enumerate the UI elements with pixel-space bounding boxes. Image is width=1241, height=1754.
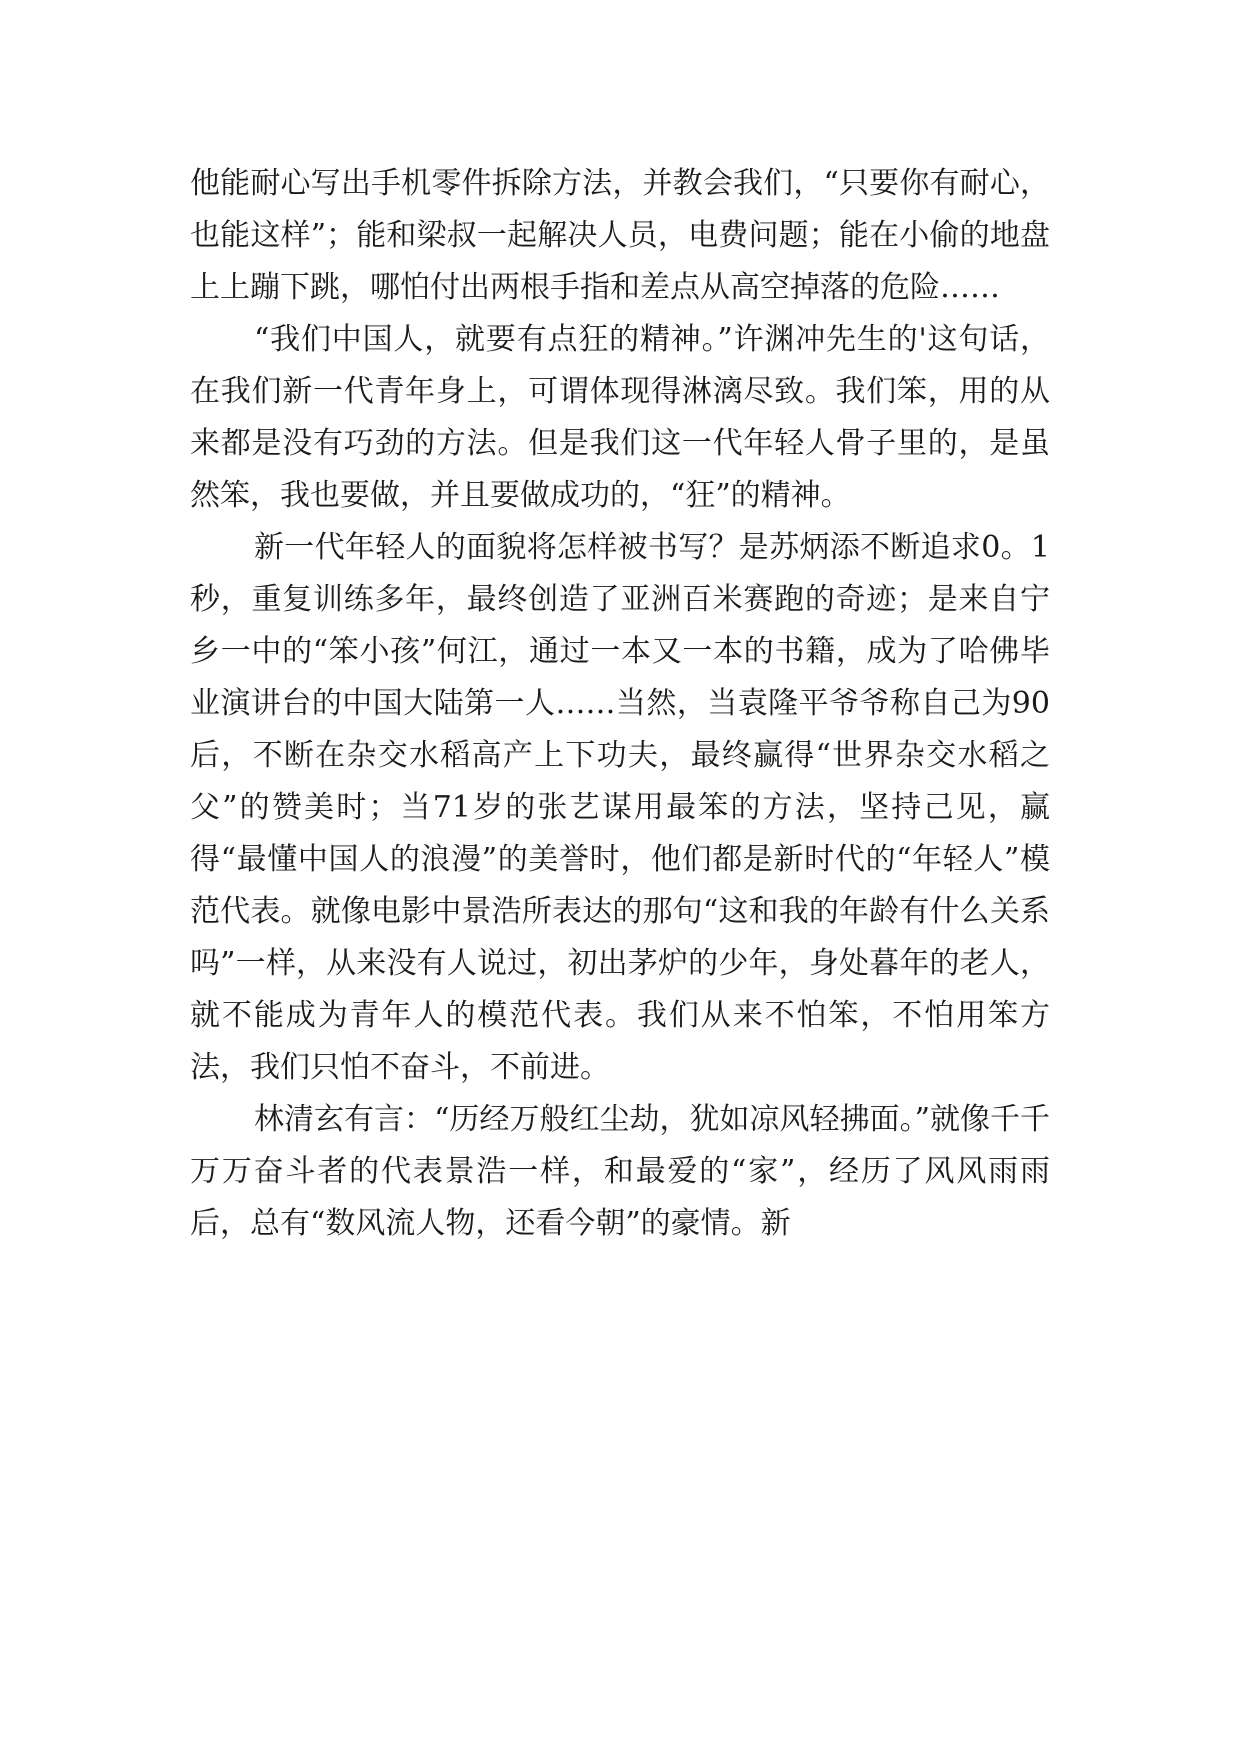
paragraph-1: 他能耐心写出手机零件拆除方法，并教会我们，“只要你有耐心，也能这样”；能和梁叔一起解决人员，电费问题；能在小偷的地盘上上蹦下跳，哪怕付出两根手指和差点从高空掉落的危险……	[190, 166, 1050, 305]
paragraph-2: “我们中国人，就要有点狂的精神。”许渊冲先生的'这句话，在我们新一代青年身上，可谓体现得淋漓尽致。我们笨，用的从来都是没有巧劲的方法。但是我们这一代年轻人骨子里的，是虽然笨，我也要做，并且要做成功的，“狂”的精神。	[190, 322, 1050, 513]
paragraph-3: 新一代年轻人的面貌将怎样被书写？是苏炳添不断追求0。1秒，重复训练多年，最终创造了亚洲百米赛跑的奇迹；是来自宁乡一中的“笨小孩”何江，通过一本又一本的书籍，成为了哈佛毕业演讲台的中国大陆第一人……当然，当袁隆平爷爷称自己为90后，不断在杂交水稻高产上下功夫，最终赢得“世界杂交水稻之父”的赞美时；当71岁的张艺谋用最笨的方法，坚持己见，赢得“最懂中国人的浪漫”的美誉时，他们都是新时代的“年轻人”模范代表。就像电影中景浩所表达的那句“这和我的年龄有什么关系吗”一样，从来没有人说过，初出茅炉的少年，身处暮年的老人，就不能成为青年人的模范代表。我们从来不怕笨，不怕用笨方法，我们只怕不奋斗，不前进。	[190, 530, 1050, 1085]
paragraph-4: 林清玄有言：“历经万般红尘劫，犹如凉风轻拂面。”就像千千万万奋斗者的代表景浩一样，和最爱的“家”，经历了风风雨雨后，总有“数风流人物，还看今朝”的豪情。新	[190, 1102, 1050, 1241]
body-text	[190, 158, 1050, 1250]
